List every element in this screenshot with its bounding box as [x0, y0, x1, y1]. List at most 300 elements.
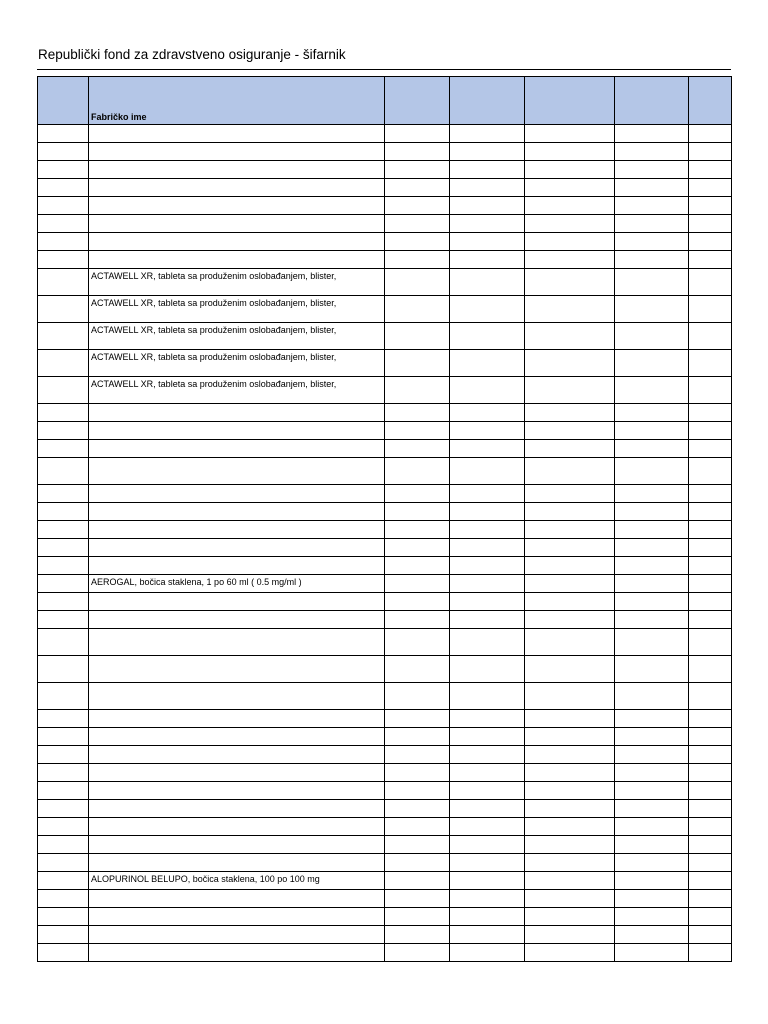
table-row: [38, 710, 732, 728]
table-cell: [38, 296, 89, 323]
table-cell: [525, 251, 615, 269]
table-row: [38, 485, 732, 503]
table-cell: [450, 800, 525, 818]
table-cell: [615, 557, 689, 575]
drug-name-text: [89, 890, 384, 892]
table-cell: [615, 611, 689, 629]
drug-name-text: [89, 818, 384, 820]
table-cell: [38, 728, 89, 746]
cell-fabricko-ime: [89, 782, 385, 800]
table-cell: [689, 593, 732, 611]
cell-fabricko-ime: [89, 557, 385, 575]
table-row: [38, 782, 732, 800]
header-cell-3: [385, 77, 450, 125]
table-cell: [450, 710, 525, 728]
table-cell: [385, 593, 450, 611]
table-cell: [450, 233, 525, 251]
table-cell: [38, 179, 89, 197]
table-cell: [689, 629, 732, 656]
table-cell: [385, 557, 450, 575]
table-cell: [38, 161, 89, 179]
table-cell: [689, 926, 732, 944]
table-row: [38, 818, 732, 836]
drug-name-text: [89, 143, 384, 145]
table-cell: [525, 422, 615, 440]
drug-registry-table: [37, 76, 732, 962]
cell-fabricko-ime: [89, 926, 385, 944]
drug-name-text: AEROGAL, bočica staklena, 1 po 60 ml ( 0.5 mg/ml ): [91, 577, 302, 587]
table-cell: [615, 908, 689, 926]
table-cell: [689, 251, 732, 269]
cell-fabricko-ime: [89, 323, 385, 350]
table-cell: [615, 458, 689, 485]
cell-fabricko-ime: [89, 854, 385, 872]
table-cell: [38, 683, 89, 710]
table-cell: [38, 908, 89, 926]
table-cell: [525, 269, 615, 296]
table-cell: [615, 440, 689, 458]
table-cell: [385, 908, 450, 926]
table-cell: [450, 908, 525, 926]
drug-name-text: ACTAWELL XR, tableta sa produženim oslobađanjem, blister,: [91, 271, 337, 281]
table-cell: [385, 422, 450, 440]
table-cell: [525, 125, 615, 143]
table-cell: [615, 503, 689, 521]
table-cell: [525, 854, 615, 872]
cell-fabricko-ime: [89, 269, 385, 296]
table-cell: [385, 683, 450, 710]
cell-fabricko-ime: [89, 890, 385, 908]
table-cell: [689, 656, 732, 683]
table-cell: [385, 800, 450, 818]
table-cell: [385, 404, 450, 422]
drug-name-text: [89, 764, 384, 766]
table-cell: [615, 926, 689, 944]
table-cell: [38, 503, 89, 521]
table-cell: [385, 818, 450, 836]
table-cell: [385, 503, 450, 521]
table-cell: [689, 215, 732, 233]
table-cell: [525, 926, 615, 944]
drug-name-text: [89, 854, 384, 856]
table-row: [38, 557, 732, 575]
table-cell: [615, 539, 689, 557]
table-cell: [525, 458, 615, 485]
table-row: [38, 836, 732, 854]
cell-fabricko-ime: [89, 233, 385, 251]
table-row: [38, 539, 732, 557]
cell-fabricko-ime: [89, 179, 385, 197]
header-cell-7: [689, 77, 732, 125]
table-cell: [689, 404, 732, 422]
table-cell: [615, 404, 689, 422]
table-cell: [385, 746, 450, 764]
table-cell: [450, 629, 525, 656]
table-cell: [38, 575, 89, 593]
table-cell: [525, 764, 615, 782]
table-cell: [385, 233, 450, 251]
table-cell: [525, 836, 615, 854]
cell-fabricko-ime: [89, 908, 385, 926]
cell-fabricko-ime: [89, 836, 385, 854]
table-row: [38, 656, 732, 683]
table-cell: [525, 800, 615, 818]
table-cell: [525, 503, 615, 521]
drug-name-text: [89, 782, 384, 784]
table-cell: [385, 458, 450, 485]
table-cell: [525, 350, 615, 377]
table-cell: [385, 440, 450, 458]
table-cell: [450, 503, 525, 521]
table-cell: [525, 611, 615, 629]
table-cell: [450, 125, 525, 143]
table-row: [38, 854, 732, 872]
table-row: [38, 926, 732, 944]
cell-fabricko-ime: [89, 629, 385, 656]
cell-fabricko-ime: [89, 485, 385, 503]
table-cell: [525, 872, 615, 890]
table-cell: [525, 656, 615, 683]
table-cell: [689, 323, 732, 350]
table-row: [38, 521, 732, 539]
table-cell: [525, 593, 615, 611]
drug-name-text: [89, 836, 384, 838]
header-cell-1: [38, 77, 89, 125]
table-cell: [38, 458, 89, 485]
table-cell: [615, 422, 689, 440]
table-row: [38, 593, 732, 611]
drug-name-text: [89, 683, 384, 685]
drug-name-text: [89, 422, 384, 424]
table-row: [38, 764, 732, 782]
table-cell: [450, 296, 525, 323]
table-cell: [450, 269, 525, 296]
table-cell: [689, 611, 732, 629]
table-cell: [525, 143, 615, 161]
drug-name-text: [89, 251, 384, 253]
drug-name-text: [89, 179, 384, 181]
table-row: [38, 404, 732, 422]
table-cell: [689, 503, 732, 521]
table-cell: [615, 818, 689, 836]
table-cell: [615, 800, 689, 818]
table-cell: [385, 350, 450, 377]
cell-fabricko-ime: [89, 710, 385, 728]
table-cell: [615, 890, 689, 908]
table-cell: [450, 377, 525, 404]
table-row: [38, 629, 732, 656]
table-cell: [385, 629, 450, 656]
drug-name-text: ACTAWELL XR, tableta sa produženim oslobađanjem, blister,: [91, 298, 337, 308]
table-cell: [38, 440, 89, 458]
table-cell: [615, 161, 689, 179]
table-cell: [689, 233, 732, 251]
drug-name-text: [89, 215, 384, 217]
table-cell: [385, 179, 450, 197]
header-cell-4: [450, 77, 525, 125]
cell-fabricko-ime: [89, 764, 385, 782]
drug-name-text: [89, 944, 384, 946]
header-row: [38, 77, 732, 125]
table-cell: [689, 908, 732, 926]
table-cell: [385, 485, 450, 503]
table-cell: [450, 764, 525, 782]
table-cell: [615, 125, 689, 143]
drug-name-text: [89, 728, 384, 730]
table-cell: [385, 251, 450, 269]
table-cell: [525, 179, 615, 197]
table-cell: [689, 800, 732, 818]
table-cell: [615, 143, 689, 161]
drug-name-text: [89, 485, 384, 487]
cell-fabricko-ime: [89, 872, 385, 890]
table-cell: [385, 521, 450, 539]
table-cell: [450, 251, 525, 269]
table-row: [38, 800, 732, 818]
drug-name-text: [89, 539, 384, 541]
table-cell: [38, 854, 89, 872]
table-cell: [615, 782, 689, 800]
table-cell: [450, 440, 525, 458]
table-cell: [38, 800, 89, 818]
table-cell: [615, 296, 689, 323]
table-cell: [689, 377, 732, 404]
table-cell: [689, 854, 732, 872]
table-cell: [525, 728, 615, 746]
drug-name-text: [89, 908, 384, 910]
table-cell: [689, 422, 732, 440]
drug-name-text: [89, 125, 384, 127]
table-row: [38, 269, 732, 296]
cell-fabricko-ime: [89, 800, 385, 818]
table-cell: [689, 269, 732, 296]
table-cell: [615, 269, 689, 296]
table-cell: [525, 539, 615, 557]
table-cell: [450, 422, 525, 440]
table-cell: [38, 557, 89, 575]
drug-name-text: [89, 503, 384, 505]
table-cell: [689, 440, 732, 458]
table-cell: [450, 872, 525, 890]
table-cell: [689, 125, 732, 143]
table-cell: [615, 710, 689, 728]
table-cell: [689, 575, 732, 593]
table-cell: [525, 944, 615, 962]
drug-name-text: [89, 710, 384, 712]
table-cell: [615, 197, 689, 215]
drug-name-text: [89, 800, 384, 802]
table-cell: [450, 179, 525, 197]
table-cell: [525, 818, 615, 836]
table-cell: [38, 539, 89, 557]
table-cell: [385, 296, 450, 323]
table-row: [38, 350, 732, 377]
table-cell: [525, 629, 615, 656]
drug-name-text: [89, 233, 384, 235]
table-row: [38, 323, 732, 350]
table-row: [38, 440, 732, 458]
table-row: [38, 872, 732, 890]
table-cell: [38, 422, 89, 440]
table-cell: [689, 557, 732, 575]
table-cell: [525, 908, 615, 926]
table-cell: [525, 233, 615, 251]
table-row: [38, 422, 732, 440]
table-cell: [450, 818, 525, 836]
drug-name-text: [89, 557, 384, 559]
cell-fabricko-ime: [89, 593, 385, 611]
table-cell: [689, 683, 732, 710]
table-cell: [38, 944, 89, 962]
drug-name-text: ACTAWELL XR, tableta sa produženim oslobađanjem, blister,: [91, 352, 337, 362]
table-cell: [615, 323, 689, 350]
table-cell: [525, 890, 615, 908]
table-row: [38, 125, 732, 143]
table-cell: [525, 404, 615, 422]
table-row: [38, 233, 732, 251]
drug-name-text: [89, 458, 384, 460]
table-cell: [450, 458, 525, 485]
table-cell: [525, 575, 615, 593]
cell-fabricko-ime: [89, 683, 385, 710]
table-row: [38, 251, 732, 269]
cell-fabricko-ime: [89, 575, 385, 593]
table-cell: [450, 782, 525, 800]
table-cell: [450, 728, 525, 746]
drug-name-text: [89, 926, 384, 928]
table-cell: [689, 872, 732, 890]
table-cell: [385, 143, 450, 161]
table-cell: [689, 818, 732, 836]
table-cell: [38, 377, 89, 404]
drug-name-text: ACTAWELL XR, tableta sa produženim oslobađanjem, blister,: [91, 325, 337, 335]
drug-name-text: ALOPURINOL BELUPO, bočica staklena, 100 po 100 mg: [91, 874, 320, 884]
table-cell: [450, 683, 525, 710]
cell-fabricko-ime: [89, 818, 385, 836]
table-cell: [385, 728, 450, 746]
cell-fabricko-ime: [89, 458, 385, 485]
table-cell: [525, 683, 615, 710]
table-cell: [615, 593, 689, 611]
table-cell: [450, 656, 525, 683]
table-row: [38, 296, 732, 323]
table-cell: [385, 890, 450, 908]
table-cell: [615, 764, 689, 782]
table-cell: [450, 575, 525, 593]
cell-fabricko-ime: [89, 611, 385, 629]
cell-fabricko-ime: [89, 143, 385, 161]
table-cell: [385, 611, 450, 629]
cell-fabricko-ime: [89, 350, 385, 377]
table-cell: [525, 161, 615, 179]
table-cell: [615, 629, 689, 656]
table-cell: [689, 350, 732, 377]
table-cell: [385, 836, 450, 854]
drug-name-text: [89, 197, 384, 199]
table-cell: [689, 782, 732, 800]
cell-fabricko-ime: [89, 215, 385, 233]
table-cell: [385, 575, 450, 593]
table-cell: [689, 746, 732, 764]
table-cell: [450, 593, 525, 611]
table-cell: [385, 944, 450, 962]
table-cell: [615, 854, 689, 872]
table-cell: [385, 872, 450, 890]
table-cell: [525, 323, 615, 350]
drug-name-text: [89, 746, 384, 748]
title-divider: [37, 69, 731, 70]
cell-fabricko-ime: [89, 404, 385, 422]
table-cell: [385, 197, 450, 215]
drug-name-text: [89, 656, 384, 658]
table-cell: [525, 746, 615, 764]
table-cell: [450, 215, 525, 233]
table-cell: [689, 179, 732, 197]
cell-fabricko-ime: [89, 746, 385, 764]
table-cell: [450, 557, 525, 575]
table-row: [38, 161, 732, 179]
table-cell: [689, 539, 732, 557]
table-cell: [689, 836, 732, 854]
table-row: [38, 683, 732, 710]
table-cell: [689, 521, 732, 539]
table-cell: [525, 296, 615, 323]
cell-fabricko-ime: [89, 197, 385, 215]
table-cell: [525, 440, 615, 458]
table-cell: [38, 251, 89, 269]
drug-name-text: [89, 629, 384, 631]
table-cell: [385, 161, 450, 179]
cell-fabricko-ime: [89, 422, 385, 440]
table-cell: [38, 818, 89, 836]
table-cell: [38, 215, 89, 233]
table-cell: [38, 746, 89, 764]
table-cell: [689, 458, 732, 485]
table-cell: [615, 179, 689, 197]
table-cell: [38, 656, 89, 683]
table-cell: [615, 377, 689, 404]
table-cell: [450, 350, 525, 377]
table-cell: [615, 872, 689, 890]
table-cell: [615, 575, 689, 593]
table-cell: [689, 197, 732, 215]
cell-fabricko-ime: [89, 377, 385, 404]
table-cell: [689, 710, 732, 728]
table-cell: [525, 197, 615, 215]
table-cell: [450, 143, 525, 161]
table-cell: [525, 377, 615, 404]
table-cell: [385, 215, 450, 233]
table-cell: [38, 629, 89, 656]
table-row: [38, 143, 732, 161]
table-cell: [525, 782, 615, 800]
table-cell: [38, 485, 89, 503]
drug-name-text: [89, 404, 384, 406]
table-cell: [38, 521, 89, 539]
table-row: [38, 575, 732, 593]
table-cell: [38, 764, 89, 782]
table-cell: [689, 944, 732, 962]
table-cell: [525, 710, 615, 728]
cell-fabricko-ime: [89, 161, 385, 179]
table-cell: [385, 125, 450, 143]
table-cell: [385, 269, 450, 296]
table-cell: [615, 485, 689, 503]
table-cell: [450, 539, 525, 557]
table-cell: [38, 197, 89, 215]
table-cell: [450, 836, 525, 854]
table-cell: [615, 521, 689, 539]
